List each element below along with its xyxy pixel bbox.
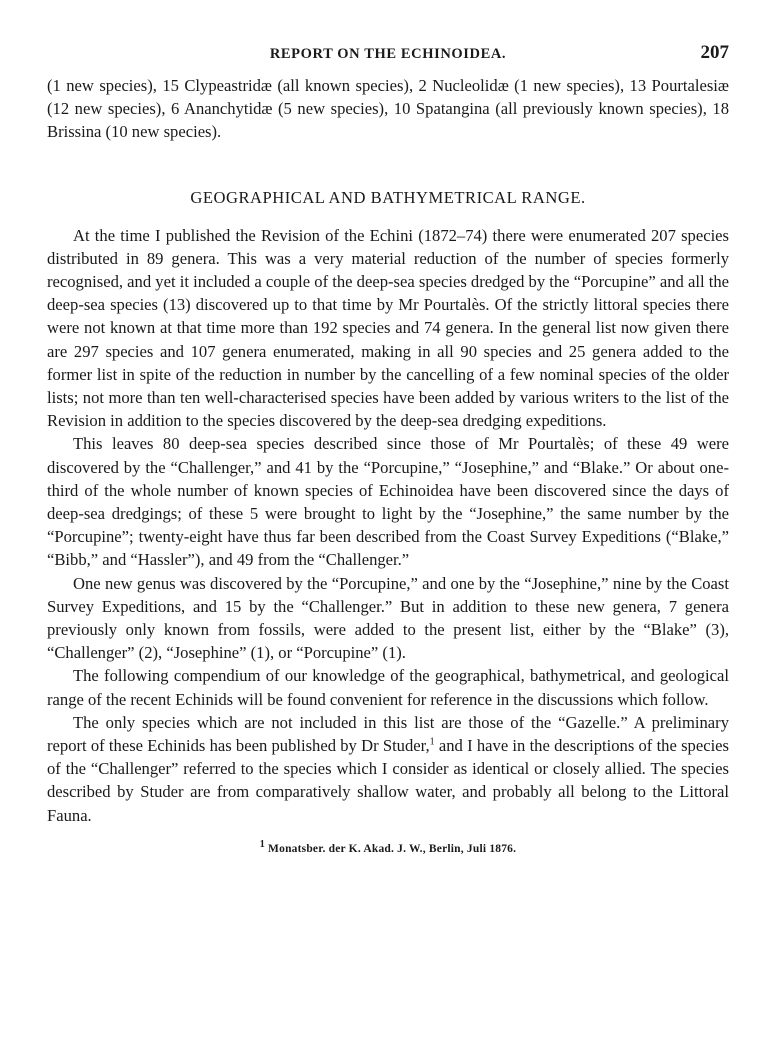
body-paragraph-5 <box>47 711 729 827</box>
page-number: 207 <box>700 42 729 63</box>
footnote-text: Monatsber. der K. Akad. J. W., Berlin, Juli 1876. <box>264 842 517 855</box>
body-paragraph-3: One new genus was discovered by the “Porcupine,” and one by the “Josephine,” nine by the Coast Survey Expeditions, and 15 by the “Challenger.” But in addition to these new genera, 7 genera previously only known from fossils, were added to the present list, either by the “Blake” (3), “Challenger” (2), “Josephine” (1), or “Porcupine” (1). <box>47 573 729 663</box>
paragraph-5-text-b: and I have in the descriptions of the species of the “Challenger” referred to the species which I consider as identical or closely allied. The species described by Studer are from comparatively shallow water, and probably all belong to the Littoral Fauna. <box>47 736 730 825</box>
intro-paragraph: (1 new species), 15 Clypeastridæ (all known species), 2 Nucleolidæ (1 new species), 13 Pourtalesiæ (12 new species), 6 Ananchytidæ (5 new species), 10 Spatangina (all previously known species), 18 Brissina (10 new species). <box>47 76 729 142</box>
document-page <box>47 42 729 855</box>
footnote-reference: 1 <box>429 736 435 748</box>
body-paragraph-1: At the time I published the Revision of the Echini (1872–74) there were enumerated 207 species distributed in 89 genera. This was a very material reduction of the number of species formerly recognised, and yet it included a couple of the deep-sea species dredged by the “Porcupine” and all the deep-sea species (13) discovered up to that time by Mr Pourtalès. Of the strictly littoral species there were not known at that time more than 192 species and 74 genera. In the general list now given there are 297 species and 107 genera enumerated, making in all 90 species and 25 genera added to the former list in spite of the reduction in number by the cancelling of a few nominal species of the older lists; not more than ten well-characterised species have been added by various writers to the list of the Revision in addition to the species discovered by the deep-sea dredging expeditions. <box>47 225 729 431</box>
paragraph-5-text-a: The only species which are not included in this list are those of the “Gazelle.” A preliminary report of these Echinids has been published by Dr Studer, <box>47 712 729 756</box>
body-paragraph-2: This leaves 80 deep-sea species described since those of Mr Pourtalès; of these 49 were discovered by the “Challenger,” and 41 by the “Porcupine,” “Josephine,” and “Blake.” Or about one-third of the whole number of known species of Echinoidea have been discovered since the days of deep-sea dredgings; of these 5 were brought to light by the “Josephine,” the same number by the “Porcupine”; twenty-eight have thus far been described from the Coast Survey Expeditions (“Blake,” “Bibb,” and “Hassler”), and 49 from the “Challenger.” <box>47 434 729 570</box>
footnote-mark: 1 <box>259 839 265 851</box>
body-paragraph-4: The following compendium of our knowledge of the geographical, bathymetrical, and geological range of the recent Echinids will be found convenient for reference in the discussions which follow. <box>47 666 729 709</box>
running-title: REPORT ON THE ECHINOIDEA. <box>269 46 507 62</box>
footnote <box>47 839 729 855</box>
running-header <box>47 42 729 68</box>
section-title: GEOGRAPHICAL AND BATHYMETRICAL RANGE. <box>190 187 586 207</box>
